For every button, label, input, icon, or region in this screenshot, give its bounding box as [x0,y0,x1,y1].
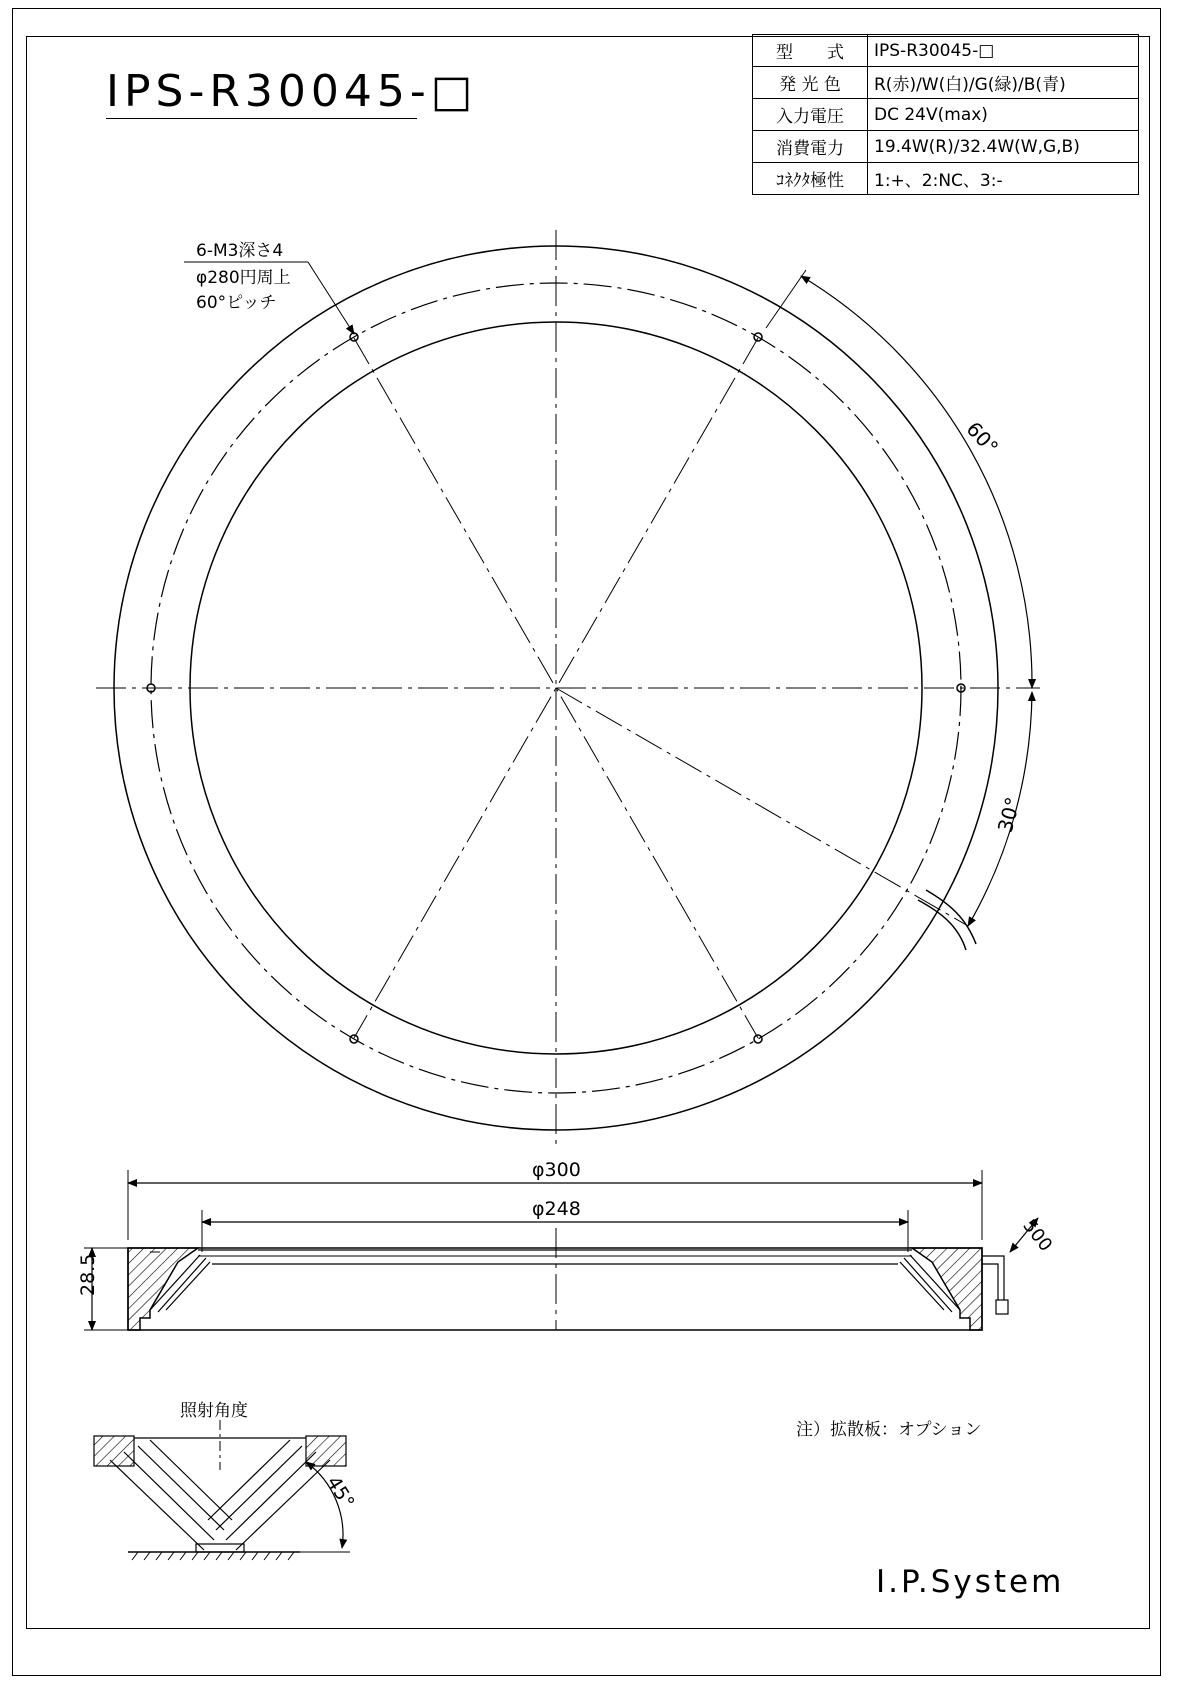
spec-label: 型 式 [753,35,868,67]
height-label: 28.5 [77,1253,99,1296]
angle-label-60: 60° [961,416,1004,460]
left-housing-section [128,1248,198,1330]
inner-diameter-label: φ248 [532,1198,581,1220]
spec-label: ｺﾈｸﾀ極性 [753,163,868,195]
angle-label-30: 30° [992,794,1026,836]
hole-note-line-2: φ280円周上 [196,268,291,288]
angle-view-left-housing [94,1436,134,1466]
hole-note-line-3: 60°ピッチ [196,293,277,313]
right-housing-section [912,1248,982,1330]
top-view [96,230,1040,1146]
left-light-beam [110,1440,232,1550]
side-cable [982,1256,1004,1300]
spec-value: 1:+、2:NC、3:- [868,163,1139,195]
spec-value: 19.4W(R)/32.4W(W,G,B) [868,131,1139,163]
spec-label: 入力電圧 [753,99,868,131]
spec-label: 消費電力 [753,131,868,163]
cable-direction-line [556,688,968,926]
spec-value: IPS-R30045-□ [868,35,1139,67]
side-outline [128,1248,982,1330]
angle-view-right-housing [306,1436,346,1466]
diffuser-note: 注）拡散板：オプション [796,1420,982,1440]
hole-note-line-1: 6-M3深さ4 [196,241,284,261]
spec-value: DC 24V(max) [868,99,1139,131]
side-view [84,1170,1038,1330]
spec-value: R(赤)/W(白)/G(緑)/B(青) [868,67,1139,99]
spec-label: 発 光 色 [753,67,868,99]
outer-diameter-label: φ300 [532,1159,581,1181]
angle-view-title: 照射角度 [180,1401,248,1421]
angle-view [94,1420,350,1560]
ground-hatch [132,1552,294,1560]
connector [996,1300,1008,1314]
company-logo-text: I.P.System [876,1564,1065,1600]
target-object [196,1544,244,1552]
cable-exit [918,890,976,950]
mounting-hole [754,1035,762,1043]
angle-label-45: 45° [322,1472,359,1513]
right-light-beam [208,1440,330,1550]
cable-length-label: 500 [1018,1215,1057,1256]
drawing-title: IPS-R30045-□ [106,66,478,117]
